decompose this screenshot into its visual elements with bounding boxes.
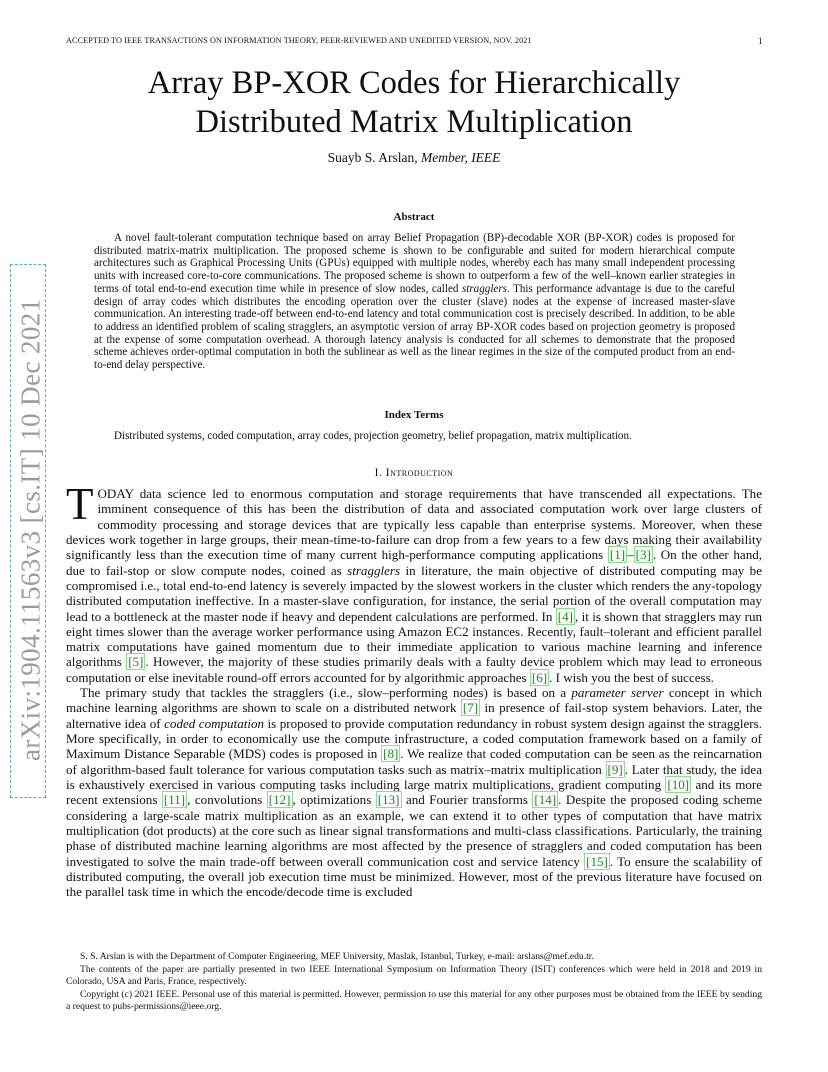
arxiv-stamp[interactable]: arXiv:1904.11563v3 [cs.IT] 10 Dec 2021 [15, 298, 46, 762]
author-role: Member, IEEE [420, 150, 501, 165]
author-name: Suayb S. Arslan, [327, 150, 421, 165]
citation-link[interactable]: [7] [462, 700, 479, 716]
intro-paragraph-1: TODAY data science led to enormous computation and storage requirements that have transcended all expectations. The imminent consequence of this has been the distribution of data and associated computation work over large clusters of commodity processing and storage devices that are typically less capable than enterprise systems. Moreover, when these devices work together in large groups, their mean-time-to-failure can drop from a few years to a few days making their availability significantly less than the execution time of many current high-performance computing applications [1] – [3] . On the other hand, due to fail-stop or slow compute nodes, coined as stragglers in literature, the main objective of distributed computing may be compromised i.e., total end-to-end latency is severely impacted by the slowest workers in the cluster which renders the any-topology distributed computation ineffective. In a master-slave configuration, for instance, the serial portion of the overall computation may lead to a bottleneck at the master node if heavy and dependent calculations are performed. In [4] , it is shown that stragglers may run eight times slower than the average worker performance using Amazon EC2 instances. Recently, fault–tolerant and efficient parallel matrix computations have gained momentum due to their immediate application to various machine learning and inference algorithms [5] . However, the majority of these studies primarily deals with a faulty device problem which may lead to erroneous computation or else inevitable round-off errors accounted for by algorithmic approaches [6] . I wish you the best of success. [66, 479, 763, 685]
citation-link[interactable]: [11] [163, 792, 186, 808]
citation-link[interactable]: [1] [609, 547, 626, 563]
citation-link[interactable]: [14] [534, 792, 557, 808]
footnotes [66, 951, 762, 1014]
citation-link[interactable]: [4] [557, 608, 573, 624]
footnote-copyright: Copyright (c) 2021 IEEE. Personal use of this material is permitted. However, permission to use this material for any other purposes must be obtained from the IEEE by sending a request to pubs-permissions@ieee.org. [66, 988, 762, 1012]
abstract-heading: Abstract [393, 211, 435, 223]
citation-link[interactable]: [12] [268, 792, 291, 808]
drop-cap: T [66, 479, 94, 529]
author-line [0, 150, 828, 166]
citation-link[interactable]: [8] [383, 746, 399, 762]
citation-link[interactable]: [6] [531, 669, 548, 685]
citation-link[interactable]: [3] [635, 547, 651, 563]
citation-link[interactable]: [10] [667, 776, 690, 792]
running-header: ACCEPTED TO IEEE TRANSACTIONS ON INFORMATION THEORY, PEER-REVIEWED AND UNEDITED VERSION, NOV. 2021 [66, 36, 532, 45]
index-terms-text: Distributed systems, coded computation, array codes, projection geometry, belief propagation, matrix multiplication. [114, 430, 632, 442]
abstract-body: A novel fault-tolerant computation technique based on array Belief Propagation (BP)-decodable XOR (BP-XOR) codes is proposed for distributed matrix-matrix multiplication. The proposed scheme is shown to be configurable and suited for modern hierarchical compute architectures such as Graphical Processing Units (GPUs) equipped with multiple nodes, whereby each has many small independent processing units with increased core-to-core communications. The proposed scheme is shown to outperform a few of the well–known earlier strategies in terms of total end-to-end execution time while in presence of slow nodes, called stragglers. This performance advantage is due to the careful design of array codes which distributes the encoding operation over the cluster (slave) nodes at the expense of increased master-slave communication. An interesting trade-off between end-to-end latency and total communication cost is precisely described. In addition, to be able to address an identified problem of scaling stragglers, an asymptotic version of array BP-XOR codes based on projection geometry is proposed at the expense of some computation overhead. A thorough latency analysis is conducted for all schemes to demonstrate that the proposed scheme achieves order-optimal computation in both the sublinear as well as the linear regimes in the size of the computed product from an end-to-end delay perspective. [94, 232, 736, 372]
introduction-body [66, 479, 763, 900]
index-terms-heading: Index Terms [384, 409, 444, 421]
citation-link[interactable]: [5] [128, 654, 144, 670]
intro-paragraph-2: The primary study that tackles the stragglers (i.e., slow–performing nodes) is based on a parameter server concept in which machine learning algorithms are shown to scale on a distributed network [7] in presence of fail-stop system behaviors. Later, the alternative idea of coded computation is proposed to provide computation redundancy in robust system design against the stragglers. More specifically, in order to economically use the compute infrastructure, a coded computation framework based on a family of Maximum Distance Separable (MDS) codes is proposed in [8] . We realize that coded computation can be seen as the reincarnation of algorithm-based fault tolerance for various computation tasks such as matrix–matrix multiplication [9] . Later that study, the idea is exhaustively exercised in various computing tasks including large matrix multiplications, gradient computing [10] and its more recent extensions [11] , convolutions [12] , optimizations [13] and Fourier transforms [14] . Despite the proposed coding scheme considering a large-scale matrix multiplication as an example, we can extend it to other types of computation that have matrix multiplication (dot products) at the core such as linear signal transformations and multi-class classifications. Particularly, the training phase of distributed machine learning algorithms are most affected by the presence of stragglers and coded computation has been investigated to solve the main trade-off between overall communication cost and service latency [15] . To ensure the scalability of distributed computing, the overall job execution time must be minimized. However, most of the previous literature have focused on the parallel task time in which the encode/decode time is excluded [66, 685, 763, 900]
citation-link[interactable]: [13] [377, 792, 400, 808]
section-heading: I. Introduction [374, 467, 454, 479]
page-number: 1 [758, 36, 763, 46]
title-line-2: Distributed Matrix Multiplication [195, 104, 633, 140]
footnote-conference: The contents of the paper are partially presented in two IEEE International Symposium on Information Theory (ISIT) conferences which were held in 2018 and 2019 in Colorado, USA and Paris, France, respectively. [66, 963, 762, 987]
paper-title [0, 64, 828, 142]
title-line-1: Array BP-XOR Codes for Hierarchically [147, 65, 681, 101]
footnote-affiliation: S. S. Arslan is with the Department of Computer Engineering, MEF University, Maslak, Istanbul, Turkey, e-mail: arslans@mef.edu.tr. [80, 951, 594, 962]
citation-link[interactable]: [15] [586, 853, 608, 869]
citation-link[interactable]: [9] [607, 761, 623, 777]
